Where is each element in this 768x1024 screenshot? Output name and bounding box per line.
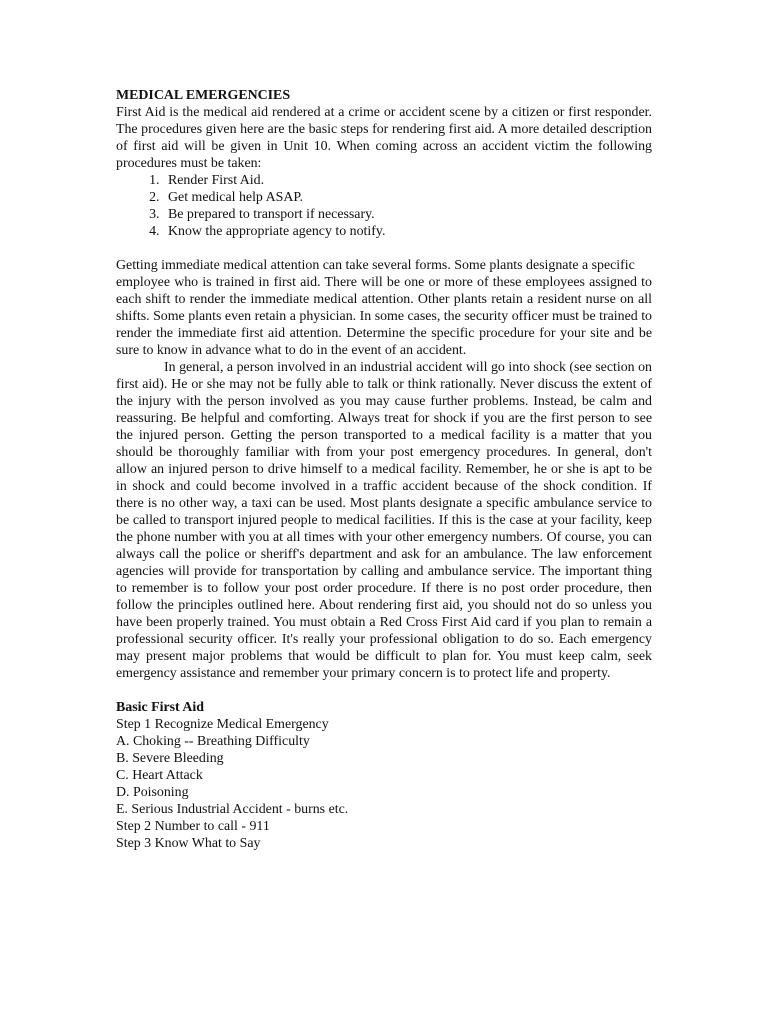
list-item: 4. Know the appropriate agency to notify. <box>163 223 652 240</box>
list-item: Step 1 Recognize Medical Emergency <box>116 717 329 732</box>
section-heading-basic-first-aid: Basic First Aid <box>116 700 204 715</box>
list-item: D. Poisoning <box>116 785 189 800</box>
intro-paragraph: First Aid is the medical aid rendered at a crime or accident scene by a citizen or first responder. The procedures given here are the basic steps for rendering first aid. A more detailed description of first aid will be given in Unit 10. When coming across an accident victim the following procedures must be taken: <box>116 105 652 171</box>
list-item: C. Heart Attack <box>116 768 203 783</box>
procedure-list <box>116 172 652 240</box>
paragraph-2: In general, a person involved in an industrial accident will go into shock (see section on first aid). He or she may not be fully able to talk or think rationally. Never discuss the extent of the injury with the person involved as you may cause further problems. Instead, be calm and reassuring. Be helpful and comforting. Always treat for shock if you are the first person to see the injured person. Getting the person transported to a medical facility is a matter that you should be thoroughly familiar with from your post emergency procedures. In general, don't allow an injured person to drive himself to a medical facility. Remember, he or she is apt to be in shock and could become involved in a traffic accident because of the shock condition. If there is no other way, a taxi can be used. Most plants designate a specific ambulance service to be called to transport injured people to medical facilities. If this is the case at your facility, keep the phone number with you at all times with your other emergency numbers. Of course, you can always call the police or sheriff's department and ask for an ambulance. The law enforcement agencies will provide for transportation by calling and ambulance service. The important thing to remember is to follow your post order procedure. If there is no post order procedure, then follow the principles outlined here. About rendering first aid, you should not do so unless you have been properly trained. You must obtain a Red Cross First Aid card if you plan to remain a professional security officer. It's really your professional obligation to do so. Each emergency may present major problems that would be difficult to plan for. You must keep calm, seek emergency assistance and remember your primary concern is to protect life and property. <box>116 360 652 681</box>
paragraph-1-body: employee who is trained in first aid. There will be one or more of these employees assigned to each shift to render the immediate medical attention. Other plants retain a resident nurse on all shifts. Some plants even retain a physician. In some cases, the security officer must be trained to render the immediate first aid attention. Determine the specific procedure for your site and be sure to know in advance what to do in the event of an accident. <box>116 275 652 358</box>
list-item: B. Severe Bleeding <box>116 751 224 766</box>
list-item: 2. Get medical help ASAP. <box>163 189 652 206</box>
paragraph-1-first-line: Getting immediate medical attention can take several forms. Some plants designate a specific <box>116 258 635 273</box>
list-item: 3. Be prepared to transport if necessary. <box>163 206 652 223</box>
list-item: Step 2 Number to call - 911 <box>116 819 270 834</box>
list-item: A. Choking -- Breathing Difficulty <box>116 734 310 749</box>
list-item: E. Serious Industrial Accident - burns etc. <box>116 802 349 817</box>
list-item: 1. Render First Aid. <box>163 172 652 189</box>
list-item: Step 3 Know What to Say <box>116 836 261 851</box>
document-title: MEDICAL EMERGENCIES <box>116 88 291 103</box>
